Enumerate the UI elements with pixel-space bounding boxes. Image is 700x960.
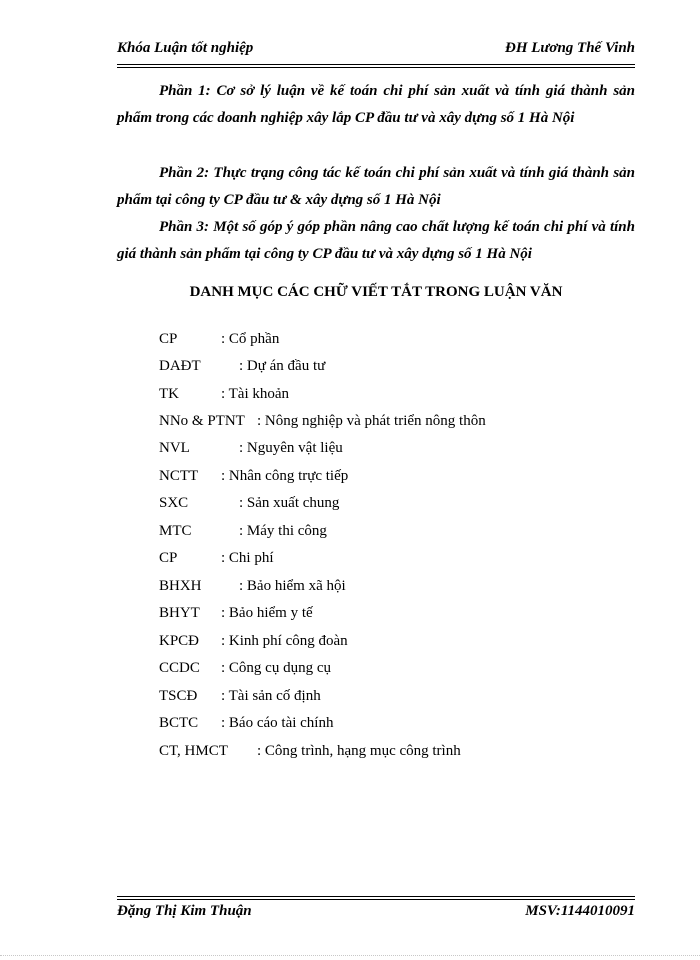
header-left-text: Khóa Luận tốt nghiệp <box>117 40 254 56</box>
abbreviation-meaning: : Báo cáo tài chính <box>221 715 334 731</box>
abbreviation-meaning: : Nguyên vật liệu <box>239 440 343 456</box>
intro-part-1: Phần 1: Cơ sở lý luận về kế toán chi phí sản xuất và tính giá thành sản phẩm trong các doanh nghiệp xây lắp CP đầu tư và xây dựng số 1 Hà Nội <box>117 83 635 126</box>
abbreviation-item <box>159 523 327 540</box>
footer-student-id: MSV:1144010091 <box>525 903 635 919</box>
footer-author: Đặng Thị Kim Thuận <box>117 903 252 919</box>
abbreviation-meaning: : Tài sản cố định <box>221 688 321 704</box>
abbreviation-item <box>159 660 331 677</box>
abbreviation-code: SXC <box>159 495 189 511</box>
page-edge-divider <box>0 955 700 956</box>
abbreviation-meaning: : Bảo hiểm y tế <box>221 605 313 621</box>
abbreviation-item <box>159 495 339 512</box>
abbreviation-meaning: : Công cụ dụng cụ <box>221 660 331 676</box>
abbreviation-code: BCTC <box>159 715 199 731</box>
page-header <box>117 40 635 63</box>
abbreviation-code: NCTT <box>159 468 199 484</box>
abbreviation-item <box>159 715 333 732</box>
abbreviation-meaning: : Dự án đầu tư <box>239 358 326 374</box>
abbreviation-code: CP <box>159 331 178 347</box>
abbreviation-meaning: : Máy thi công <box>239 523 327 539</box>
abbreviations-heading: DANH MỤC CÁC CHỮ VIẾT TẮT TRONG LUẬN VĂN <box>189 284 563 300</box>
abbreviation-code: NVL <box>159 440 190 456</box>
abbreviation-code: BHXH <box>159 578 202 594</box>
intro-part-2: Phần 2: Thực trạng công tác kế toán chi phí sản xuất và tính giá thành sản phẩm tại công ty CP đầu tư & xây dựng số 1 Hà Nội <box>117 165 635 208</box>
footer-rule <box>117 896 635 900</box>
abbreviation-item <box>159 440 343 457</box>
abbreviation-item <box>159 688 321 705</box>
abbreviation-meaning: : Kinh phí công đoàn <box>221 633 348 649</box>
abbreviation-item <box>159 550 274 567</box>
abbreviation-code: CP <box>159 550 178 566</box>
header-right-text: ĐH Lương Thế Vinh <box>505 40 635 56</box>
abbreviation-code: DAĐT <box>159 358 201 374</box>
abbreviation-meaning: : Tài khoản <box>221 386 290 402</box>
abbreviation-meaning: : Sản xuất chung <box>239 495 340 511</box>
abbreviation-meaning: : Công trình, hạng mục công trình <box>257 743 461 759</box>
abbreviation-item <box>159 413 486 430</box>
abbreviation-code: CT, HMCT <box>159 743 228 759</box>
abbreviation-code: MTC <box>159 523 192 539</box>
abbreviation-code: CCDC <box>159 660 200 676</box>
abbreviation-meaning: : Bảo hiểm xã hội <box>239 578 346 594</box>
page-footer <box>117 903 635 920</box>
abbreviation-item <box>159 468 348 485</box>
abbreviation-meaning: : Cổ phần <box>221 331 280 347</box>
abbreviation-code: KPCĐ <box>159 633 200 649</box>
abbreviation-meaning: : Nông nghiệp và phát triển nông thôn <box>257 413 486 429</box>
abbreviation-code: TK <box>159 386 179 402</box>
abbreviation-code: NNo & PTNT <box>159 413 245 429</box>
abbreviation-item <box>159 743 461 760</box>
abbreviation-item <box>159 358 325 375</box>
abbreviation-code: BHYT <box>159 605 200 621</box>
abbreviation-item <box>159 578 346 595</box>
abbreviation-item <box>159 633 348 650</box>
abbreviation-item <box>159 331 279 348</box>
abbreviation-meaning: : Nhân công trực tiếp <box>221 468 349 484</box>
intro-part-3: Phần 3: Một số góp ý góp phần nâng cao chất lượng kế toán chi phí và tính giá thành sản phẩm tại công ty CP đầu tư và xây dựng số 1 Hà Nội <box>117 219 635 262</box>
abbreviation-item <box>159 386 289 403</box>
header-rule <box>117 64 635 68</box>
abbreviation-item <box>159 605 313 622</box>
abbreviation-meaning: : Chi phí <box>221 550 274 566</box>
abbreviation-code: TSCĐ <box>159 688 198 704</box>
